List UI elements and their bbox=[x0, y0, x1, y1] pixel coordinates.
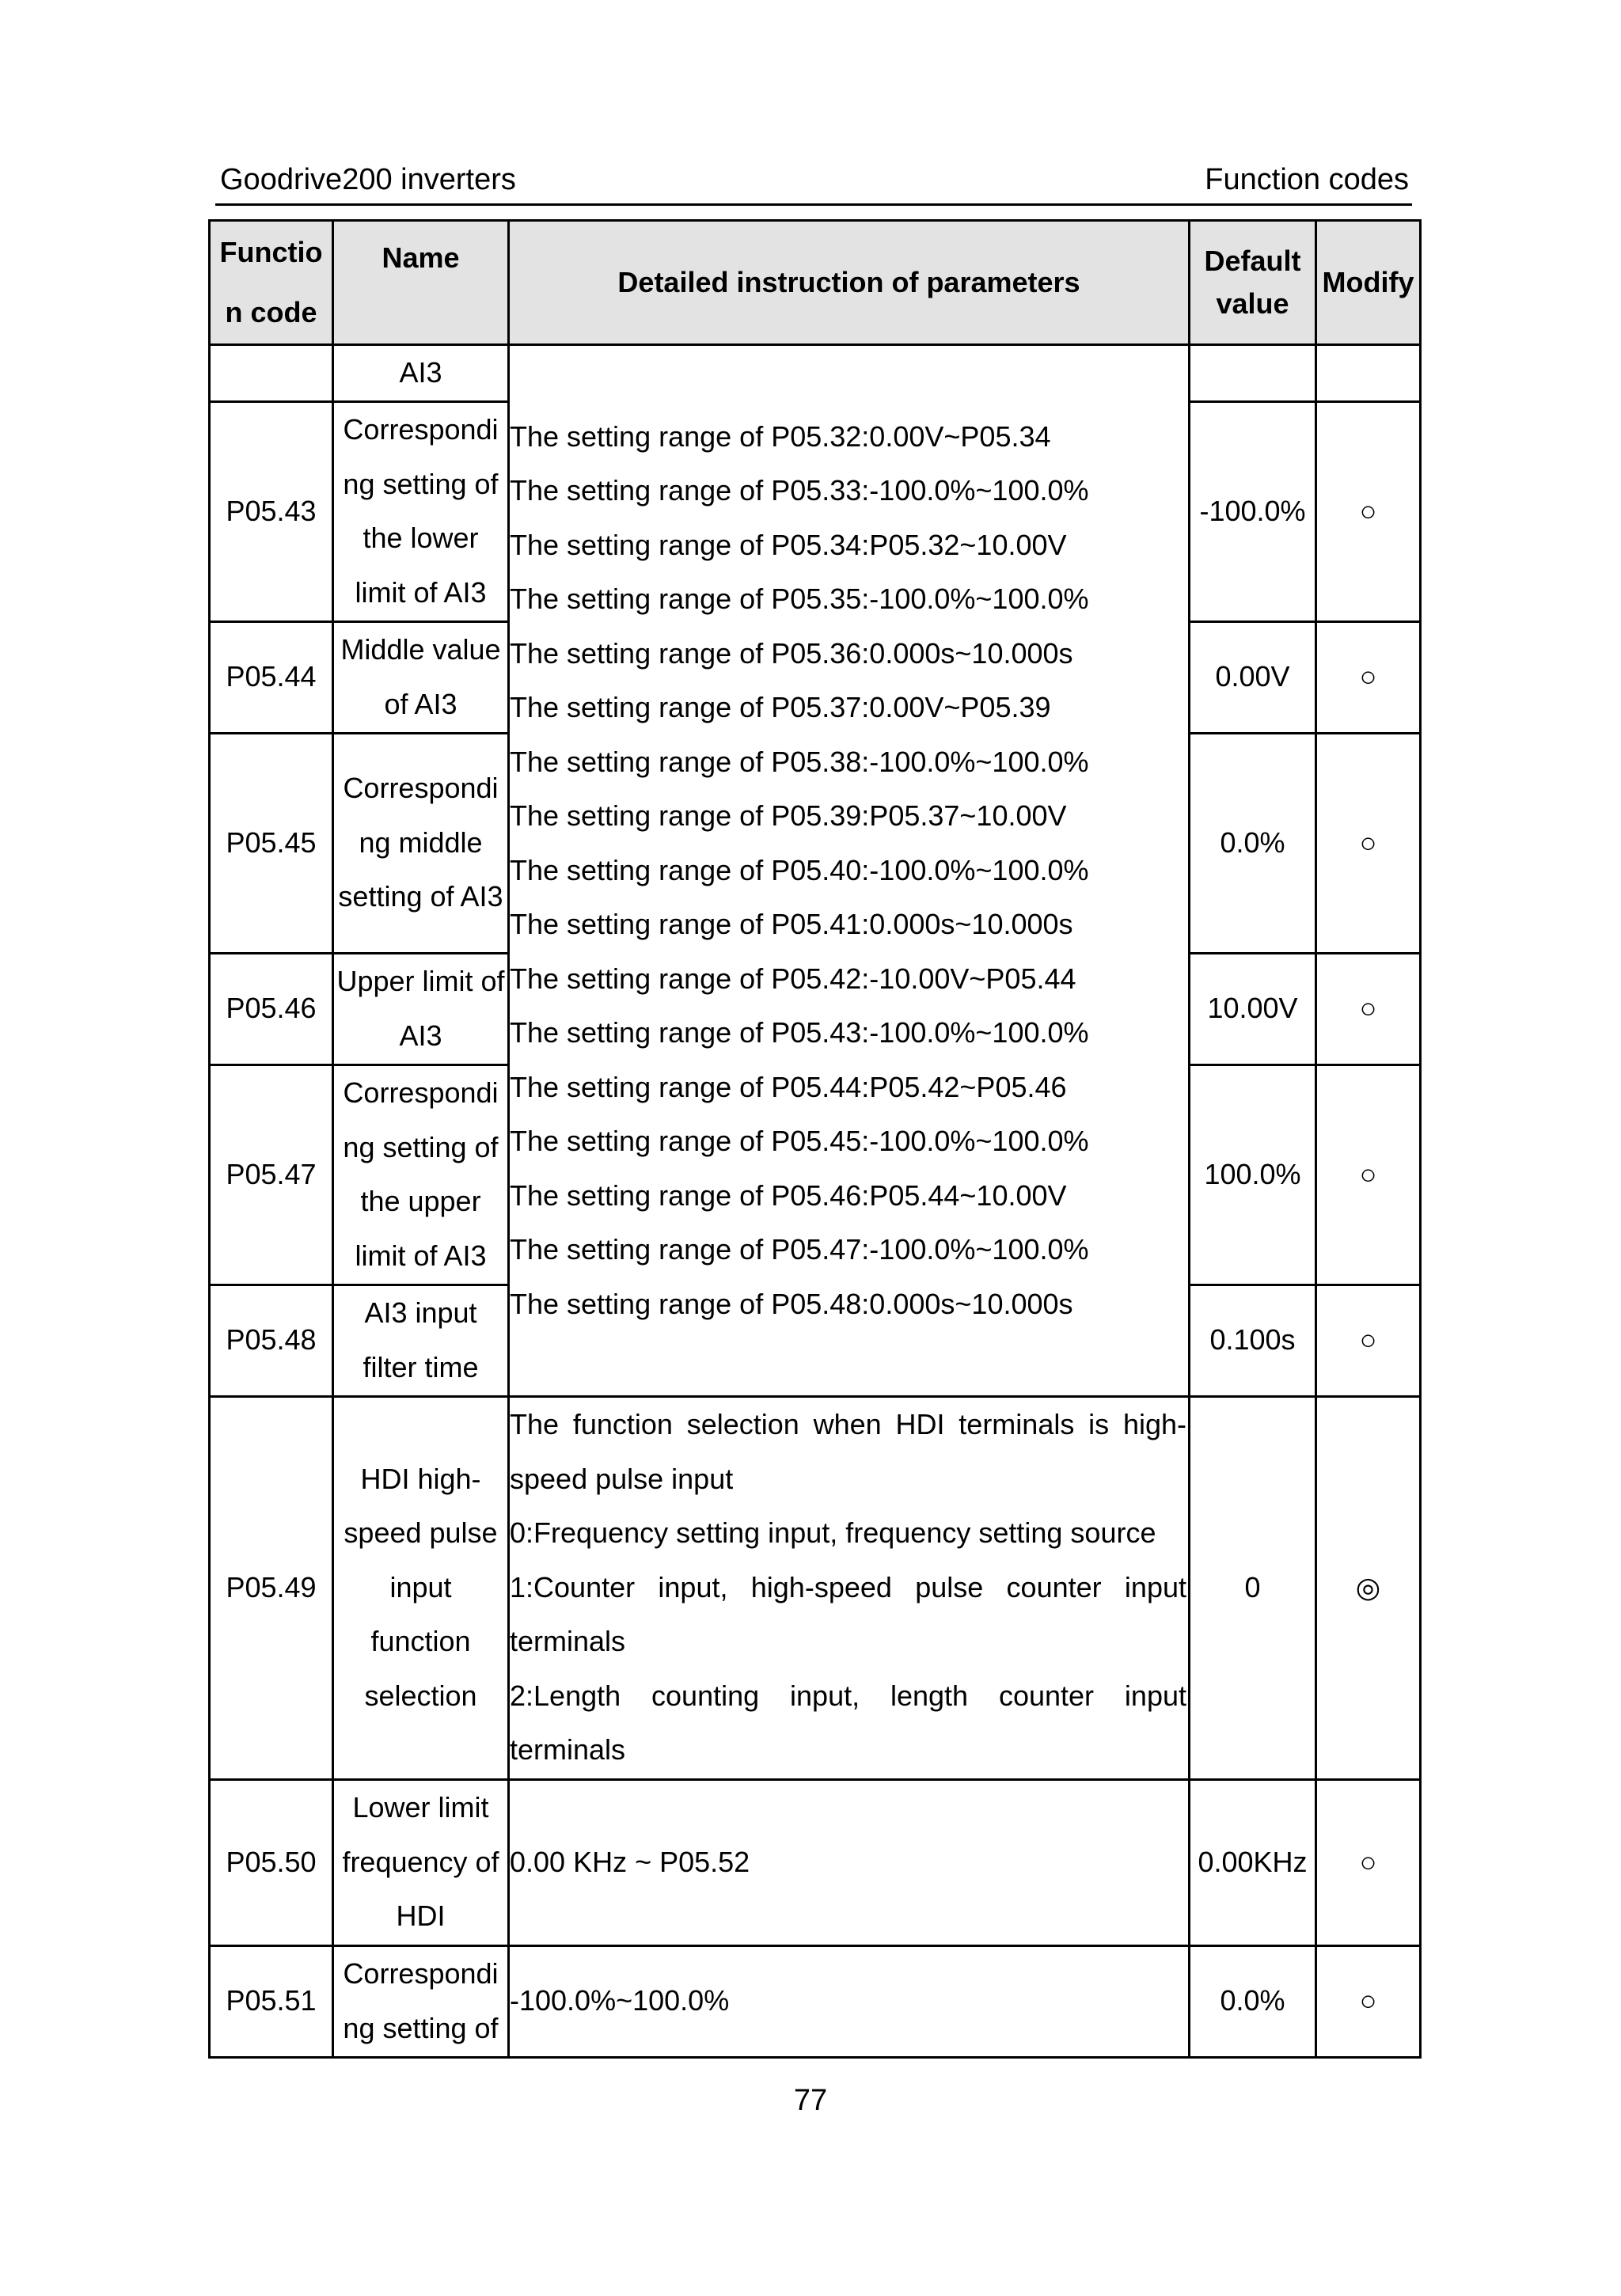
description-line: The setting range of P05.39:P05.37~10.00V bbox=[510, 799, 1067, 832]
header-divider bbox=[215, 203, 1412, 206]
function-code-cell: P05.43 bbox=[210, 401, 333, 621]
column-header-default-line2: value bbox=[1216, 287, 1289, 320]
description-line: The setting range of P05.34:P05.32~10.00V bbox=[510, 528, 1067, 561]
table-header-row bbox=[210, 221, 1421, 345]
parameter-name-cell: Correspondi ng setting of the lower limit of AI3 bbox=[333, 401, 509, 621]
description-line: The setting range of P05.40:-100.0%~100.0% bbox=[510, 853, 1089, 886]
description-line: The setting range of P05.41:0.000s~10.000s bbox=[510, 908, 1073, 940]
page-number: 77 bbox=[793, 2084, 828, 2117]
parameter-name-cell: AI3 input filter time bbox=[333, 1285, 509, 1396]
function-code-cell: P05.48 bbox=[210, 1285, 333, 1396]
column-header-code-line2: n code bbox=[225, 296, 317, 328]
modify-symbol-cell: ○ bbox=[1316, 1779, 1421, 1945]
modify-symbol-cell bbox=[1316, 345, 1421, 402]
column-header-default-value bbox=[1190, 221, 1316, 345]
default-value-cell: 0 bbox=[1190, 1396, 1316, 1779]
function-code-cell: P05.50 bbox=[210, 1779, 333, 1945]
description-line: The setting range of P05.35:-100.0%~100.0% bbox=[510, 583, 1089, 615]
description-line: The setting range of P05.38:-100.0%~100.0% bbox=[510, 745, 1089, 778]
table-row bbox=[210, 1945, 1421, 2057]
column-header-detailed-instruction: Detailed instruction of parameters bbox=[509, 221, 1190, 345]
parameter-description-cell: -100.0%~100.0% bbox=[509, 1945, 1190, 2057]
parameter-name-cell: Correspondi ng middle setting of AI3 bbox=[333, 733, 509, 953]
function-code-cell: P05.45 bbox=[210, 733, 333, 953]
modify-symbol-cell: ○ bbox=[1316, 953, 1421, 1065]
function-code-cell: P05.47 bbox=[210, 1065, 333, 1285]
modify-symbol-cell: ○ bbox=[1316, 621, 1421, 733]
document-header-title: Goodrive200 inverters bbox=[220, 163, 516, 196]
column-header-modify: Modify bbox=[1316, 221, 1421, 345]
description-line: The setting range of P05.47:-100.0%~100.0% bbox=[510, 1233, 1089, 1266]
default-value-cell: 100.0% bbox=[1190, 1065, 1316, 1285]
modify-symbol-cell: ◎ bbox=[1316, 1396, 1421, 1779]
parameter-name-cell: HDI high-speed pulse input function selection bbox=[333, 1396, 509, 1779]
parameter-name-cell: Correspondi ng setting of bbox=[333, 1945, 509, 2057]
table-row bbox=[210, 1396, 1421, 1779]
parameter-description-cell: 0.00 KHz ~ P05.52 bbox=[509, 1779, 1190, 1945]
parameter-name-cell: Lower limit frequency of HDI bbox=[333, 1779, 509, 1945]
description-line: The setting range of P05.43:-100.0%~100.0% bbox=[510, 1016, 1089, 1049]
function-code-cell: P05.44 bbox=[210, 621, 333, 733]
modify-symbol-cell: ○ bbox=[1316, 1065, 1421, 1285]
default-value-cell: 10.00V bbox=[1190, 953, 1316, 1065]
modify-symbol-cell: ○ bbox=[1316, 401, 1421, 621]
document-header-section: Function codes bbox=[1205, 163, 1409, 196]
default-value-cell: 0.0% bbox=[1190, 1945, 1316, 2057]
description-line: The setting range of P05.33:-100.0%~100.0% bbox=[510, 474, 1089, 507]
function-code-cell: P05.49 bbox=[210, 1396, 333, 1779]
modify-symbol-cell: ○ bbox=[1316, 1285, 1421, 1396]
column-header-default-line1: Default bbox=[1204, 245, 1301, 277]
default-value-cell: 0.00V bbox=[1190, 621, 1316, 733]
table-row bbox=[210, 345, 1421, 402]
parameter-name-cell: Upper limit of AI3 bbox=[333, 953, 509, 1065]
modify-symbol-cell: ○ bbox=[1316, 1945, 1421, 2057]
column-header-code-line1: Functio bbox=[219, 236, 323, 268]
parameter-table bbox=[208, 219, 1422, 2059]
function-code-cell: P05.51 bbox=[210, 1945, 333, 2057]
parameter-name-cell: Middle value of AI3 bbox=[333, 621, 509, 733]
default-value-cell bbox=[1190, 345, 1316, 402]
description-line: The setting range of P05.37:0.00V~P05.39 bbox=[510, 691, 1051, 723]
description-line: The setting range of P05.44:P05.42~P05.46 bbox=[510, 1070, 1067, 1103]
table-row bbox=[210, 1779, 1421, 1945]
column-header-name: Name bbox=[333, 221, 509, 345]
default-value-cell: 0.100s bbox=[1190, 1285, 1316, 1396]
parameter-description-block bbox=[509, 345, 1190, 1397]
default-value-cell: 0.0% bbox=[1190, 733, 1316, 953]
parameter-name-cell: Correspondi ng setting of the upper limit of AI3 bbox=[333, 1065, 509, 1285]
modify-symbol-cell: ○ bbox=[1316, 733, 1421, 953]
parameter-description-cell: The function selection when HDI terminals is high-speed pulse input 0:Frequency setting input, frequency setting source 1:Counter input, high-speed pulse counter input terminals 2:Length counting input, length counter input terminals bbox=[509, 1396, 1190, 1779]
parameter-name-cell: AI3 bbox=[333, 345, 509, 402]
default-value-cell: 0.00KHz bbox=[1190, 1779, 1316, 1945]
default-value-cell: -100.0% bbox=[1190, 401, 1316, 621]
description-line: The setting range of P05.36:0.000s~10.000s bbox=[510, 636, 1073, 670]
function-code-cell: P05.46 bbox=[210, 953, 333, 1065]
description-line: The setting range of P05.32:0.00V~P05.34 bbox=[510, 419, 1051, 453]
description-line: The setting range of P05.42:-10.00V~P05.44 bbox=[510, 962, 1076, 995]
description-line: The setting range of P05.48:0.000s~10.000s bbox=[510, 1287, 1073, 1320]
function-code-cell bbox=[210, 345, 333, 402]
description-line: The setting range of P05.45:-100.0%~100.0% bbox=[510, 1125, 1089, 1157]
column-header-function-code bbox=[210, 221, 333, 345]
description-line: The setting range of P05.46:P05.44~10.00V bbox=[510, 1178, 1067, 1212]
